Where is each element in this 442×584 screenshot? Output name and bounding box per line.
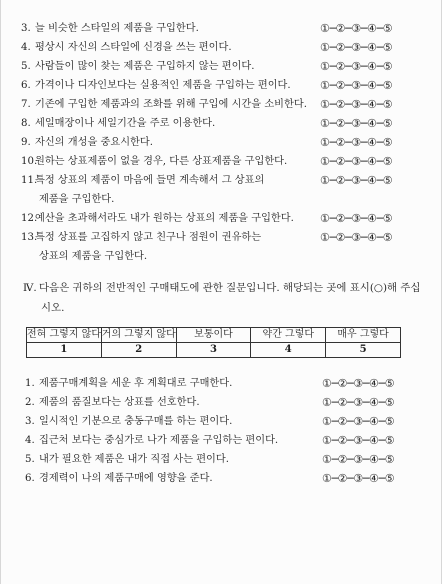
question-number: 3. xyxy=(25,416,35,427)
question-10 xyxy=(21,156,321,168)
question-b-6 xyxy=(25,473,325,485)
question-number: 11. xyxy=(21,175,38,186)
rating-scale[interactable]: ①─②─③─④─⑤ xyxy=(320,60,393,73)
question-text: 세일매장이나 세일기간을 주로 이용한다. xyxy=(35,118,216,129)
question-text: 예산을 초과해서라도 내가 원하는 상표의 제품을 구입한다. xyxy=(35,213,294,224)
question-number: 1. xyxy=(25,378,35,389)
question-number: 9. xyxy=(21,137,31,148)
rating-scale[interactable]: ①─②─③─④─⑤ xyxy=(322,472,395,485)
rating-scale[interactable]: ①─②─③─④─⑤ xyxy=(320,117,393,130)
rating-value-cell: 1 xyxy=(27,343,102,358)
question-text: 제품의 품질보다는 상표를 선호한다. xyxy=(39,397,200,408)
rating-scale[interactable]: ①─②─③─④─⑤ xyxy=(320,22,393,35)
question-number: 5. xyxy=(21,61,31,72)
section-instruction-line-1 xyxy=(23,278,428,298)
rating-scale[interactable]: ①─②─③─④─⑤ xyxy=(322,396,395,409)
question-7 xyxy=(21,99,321,111)
question-text: 원하는 상표제품이 없을 경우, 다른 상표제품을 구입한다. xyxy=(35,156,288,167)
question-number: 12. xyxy=(21,213,38,224)
question-11 xyxy=(21,175,321,187)
rating-value-cell: 2 xyxy=(101,343,176,358)
rating-scale[interactable]: ①─②─③─④─⑤ xyxy=(322,434,395,447)
rating-header-cell: 전혀 그렇지 않다 xyxy=(27,328,102,343)
question-13 xyxy=(21,232,321,244)
question-text: 특정 상표의 제품이 마음에 들면 계속해서 그 상표의 xyxy=(35,175,265,186)
question-text: 평상시 자신의 스타일에 신경을 쓰는 편이다. xyxy=(35,42,232,53)
rating-scale[interactable]: ①─②─③─④─⑤ xyxy=(320,79,393,92)
question-b-1 xyxy=(25,378,325,390)
rating-scale[interactable]: ①─②─③─④─⑤ xyxy=(320,155,393,168)
question-number: 4. xyxy=(21,42,31,53)
question-4 xyxy=(21,42,321,54)
rating-value-cell: 3 xyxy=(176,343,251,358)
rating-header-cell: 매우 그렇다 xyxy=(326,328,401,343)
question-b-5 xyxy=(25,454,325,466)
question-11-continued: 제품을 구입한다. xyxy=(39,194,115,205)
question-number: 7. xyxy=(21,99,31,110)
question-text: 제품구매계획을 세운 후 계획대로 구매한다. xyxy=(39,378,233,389)
question-b-4 xyxy=(25,435,325,447)
question-text: 가격이나 디자인보다는 실용적인 제품을 구입하는 편이다. xyxy=(35,80,291,91)
question-number: 6. xyxy=(25,473,35,484)
question-number: 10. xyxy=(21,156,38,167)
rating-header-row xyxy=(27,328,401,343)
question-b-3 xyxy=(25,416,325,428)
rating-scale[interactable]: ①─②─③─④─⑤ xyxy=(320,212,393,225)
question-3 xyxy=(21,23,321,35)
rating-value-cell: 4 xyxy=(251,343,326,358)
question-number: 5. xyxy=(25,454,35,465)
rating-scale-table xyxy=(26,327,401,358)
question-number: 6. xyxy=(21,80,31,91)
section-number: Ⅳ. xyxy=(23,282,37,294)
question-6 xyxy=(21,80,321,92)
rating-scale[interactable]: ①─②─③─④─⑤ xyxy=(322,377,395,390)
question-text: 내가 필요한 제품은 내가 직접 사는 편이다. xyxy=(39,454,229,465)
rating-header-cell: 약간 그렇다 xyxy=(251,328,326,343)
question-text: 특정 상표를 고집하지 않고 친구나 점원이 권유하는 xyxy=(35,232,262,243)
section-4-instructions xyxy=(23,278,428,318)
rating-header-cell: 거의 그렇지 않다 xyxy=(101,328,176,343)
question-text: 일시적인 기분으로 충동구매를 하는 편이다. xyxy=(39,416,233,427)
question-text: 늘 비슷한 스타일의 제품을 구입한다. xyxy=(35,23,199,34)
question-text: 경제력이 나의 제품구매에 영향을 준다. xyxy=(39,473,213,484)
question-number: 4. xyxy=(25,435,35,446)
rating-scale[interactable]: ①─②─③─④─⑤ xyxy=(322,415,395,428)
rating-value-row xyxy=(27,343,401,358)
section-instruction-line-2: 시오. xyxy=(41,302,65,314)
question-text: 기존에 구입한 제품과의 조화를 위해 구입에 시간을 소비한다. xyxy=(35,99,307,110)
rating-header-cell: 보통이다 xyxy=(176,328,251,343)
rating-value-cell: 5 xyxy=(326,343,401,358)
question-number: 3. xyxy=(21,23,31,34)
question-text: 집근처 보다는 중심가로 나가 제품을 구입하는 편이다. xyxy=(39,435,279,446)
question-number: 2. xyxy=(25,397,35,408)
rating-scale[interactable]: ①─②─③─④─⑤ xyxy=(320,136,393,149)
rating-scale[interactable]: ①─②─③─④─⑤ xyxy=(320,231,393,244)
section-instruction-text: 다음은 귀하의 전반적인 구매태도에 관한 질문입니다. 해당되는 곳에 표시(○)해 주십 xyxy=(39,282,421,294)
question-8 xyxy=(21,118,321,130)
rating-scale[interactable]: ①─②─③─④─⑤ xyxy=(320,41,393,54)
question-13-continued: 상표의 제품을 구입한다. xyxy=(39,251,148,262)
question-number: 13. xyxy=(21,232,38,243)
rating-scale[interactable]: ①─②─③─④─⑤ xyxy=(322,453,395,466)
question-text: 자신의 개성을 중요시한다. xyxy=(35,137,153,148)
question-number: 8. xyxy=(21,118,31,129)
rating-scale[interactable]: ①─②─③─④─⑤ xyxy=(320,98,393,111)
question-5 xyxy=(21,61,321,73)
rating-scale[interactable]: ①─②─③─④─⑤ xyxy=(320,174,393,187)
question-b-2 xyxy=(25,397,325,409)
question-9 xyxy=(21,137,321,149)
question-text: 사람들이 많이 찾는 제품은 구입하지 않는 편이다. xyxy=(35,61,255,72)
question-12 xyxy=(21,213,321,225)
